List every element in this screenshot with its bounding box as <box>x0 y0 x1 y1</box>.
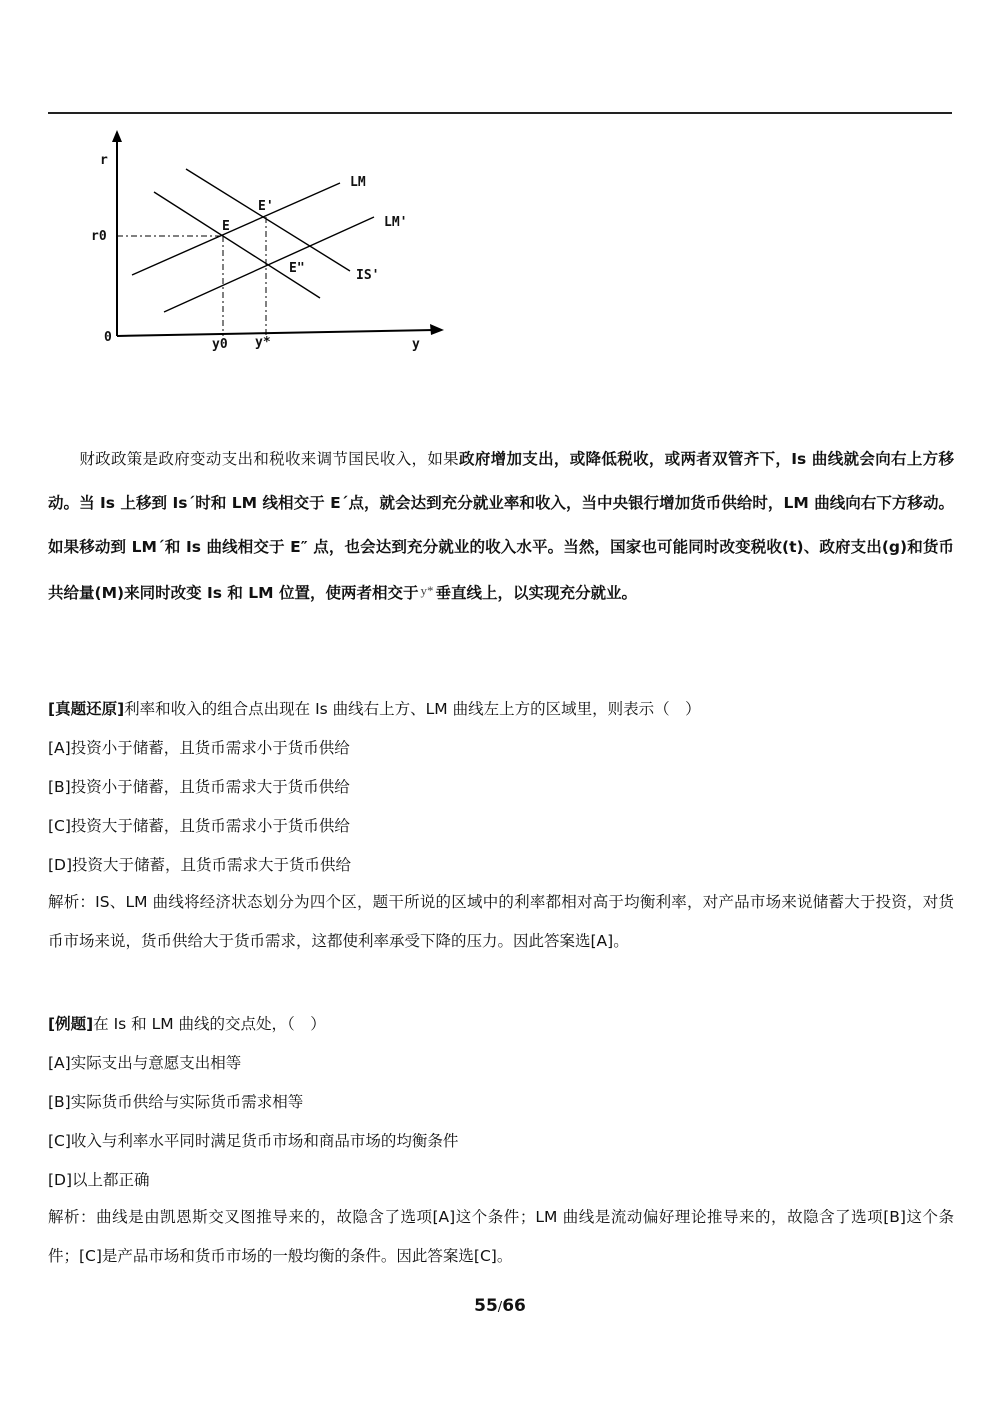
y-axis <box>117 330 434 336</box>
q1-explanation: 解析：IS、LM 曲线将经济状态划分为四个区，题干所说的区域中的利率都相对高于均衡利率，对产品市场来说储蓄大于投资，对货币市场来说，货币供给大于货币需求，这都使利率承受下降的压力。因此答案选[A]。 <box>48 893 954 950</box>
label-lm: LM <box>350 175 366 190</box>
y-axis-arrow <box>430 324 444 335</box>
label-origin: 0 <box>104 330 112 345</box>
is-lm-diagram <box>82 126 462 361</box>
r-axis-arrow <box>112 130 122 142</box>
page-separator: / <box>497 1300 503 1315</box>
label-lm-prime: LM' <box>384 215 408 230</box>
label-e: E <box>222 219 230 234</box>
q2-tag: [例题] <box>48 1015 94 1033</box>
header-rule <box>48 112 952 114</box>
paragraph-bold-end: 垂直线上，以实现充分就业。 <box>435 584 637 602</box>
q2-option-b: [B]实际货币供给与实际货币需求相等 <box>48 1093 304 1111</box>
label-y0: y0 <box>212 337 228 352</box>
lm-prime-curve <box>164 217 374 312</box>
label-ystar: y* <box>255 335 271 350</box>
label-e-prime: E' <box>258 199 274 214</box>
label-y: y <box>412 337 420 352</box>
page-number <box>0 1296 1000 1316</box>
label-r0: r0 <box>91 229 107 244</box>
q2-explanation: 解析：曲线是由凯恩斯交叉图推导来的，故隐含了选项[A]这个条件；LM 曲线是流动偏好理论推导来的，故隐含了选项[B]这个条件；[C]是产品市场和货币市场的一般均衡的条件。因此答案选[C]。 <box>48 1208 954 1265</box>
q2-option-d: [D]以上都正确 <box>48 1171 150 1189</box>
page-total: 66 <box>502 1296 526 1316</box>
label-e-dprime: E" <box>289 261 305 276</box>
q1-stem <box>48 697 954 719</box>
label-r: r <box>100 153 108 168</box>
paragraph-bold: 政府增加支出，或降低税收，或两者双管齐下，Is 曲线就会向右上方移动。当 Is 上移到 Is´时和 LM 线相交于 E´点，就会达到充分就业率和收入，当中央银行增加货币供给时，LM 曲线向右下方移动。如果移动到 LM´和 Is 曲线相交于 E″ 点，也会达到充分就业的收入水平。当然，国家也可能同时改变税收(t)、政府支出(g)和货币共给量(M)来同时改变 Is 和 LM 位置，使两者相交于 <box>48 450 954 602</box>
q1-option-c: [C]投资大于储蓄，且货币需求小于货币供给 <box>48 817 350 835</box>
q1-option-d: [D]投资大于储蓄，且货币需求大于货币供给 <box>48 856 352 874</box>
q2-stem-text: 在 Is 和 LM 曲线的交点处，（ ） <box>93 1015 326 1033</box>
q1-tag: [真题还原] <box>48 700 125 718</box>
fiscal-policy-paragraph <box>48 437 954 615</box>
q1-option-a: [A]投资小于储蓄，且货币需求小于货币供给 <box>48 739 350 757</box>
q1-option-b: [B]投资小于储蓄，且货币需求大于货币供给 <box>48 778 350 796</box>
q1-stem-text: 利率和收入的组合点出现在 Is 曲线右上方、LM 曲线左上方的区域里，则表示（ ） <box>124 700 701 718</box>
lm-curve <box>132 183 340 275</box>
is-curve <box>154 192 320 298</box>
paragraph-intro: 财政政策是政府变动支出和税收来调节国民收入，如果 <box>79 450 459 468</box>
q2-option-a: [A]实际支出与意愿支出相等 <box>48 1054 242 1072</box>
q2-stem <box>48 1012 954 1034</box>
is-prime-curve <box>186 169 350 271</box>
label-is-prime: IS' <box>356 268 380 283</box>
q2-option-c: [C]收入与利率水平同时满足货币市场和商品市场的均衡条件 <box>48 1132 459 1150</box>
ystar-symbol: y* <box>420 583 434 598</box>
page-current: 55 <box>474 1296 498 1316</box>
